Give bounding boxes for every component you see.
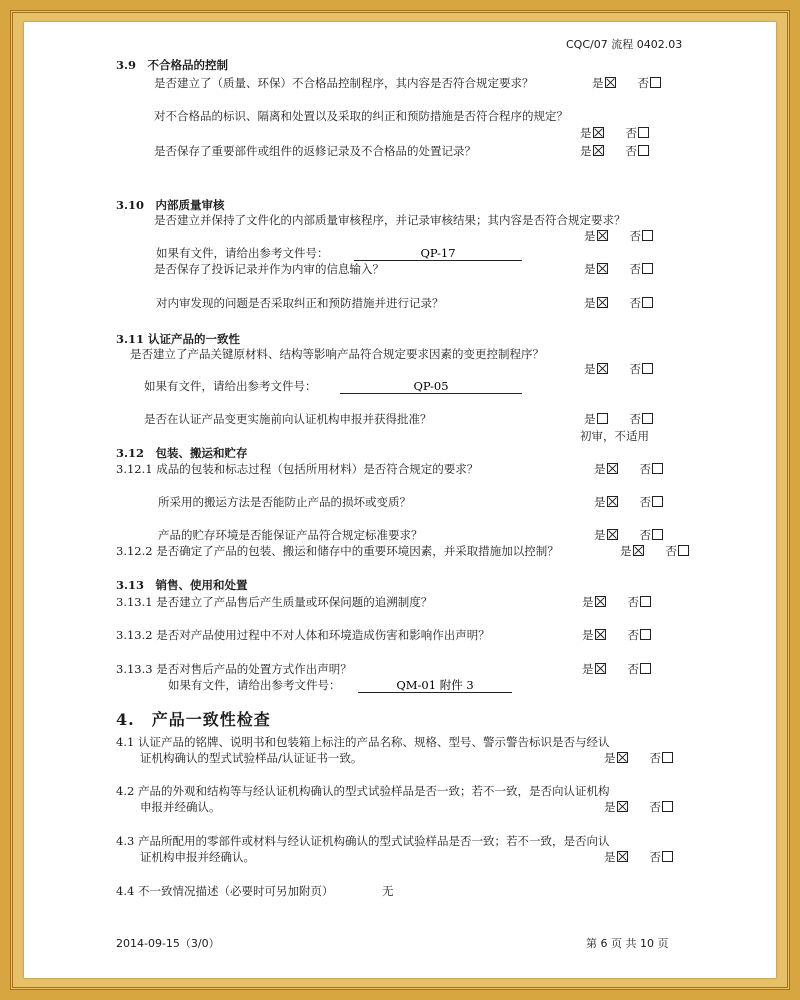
yes-option [584,362,608,376]
yes-option-label: 是 [584,262,596,276]
no-option [650,800,674,814]
yes-option-label: 是 [584,362,596,376]
q-3-13-2: 3.13.2 是否对产品使用过程中不对人体和环境造成伤害和影响作出声明？ [116,628,490,642]
document-page [24,22,776,978]
checked-box-icon [607,496,618,507]
answer-4-3 [604,850,673,864]
checked-box-icon [597,297,608,308]
empty-box-icon [642,297,653,308]
q-4-1-line2: 证机构确认的型式试验样品/认证证书一致。 [140,751,363,765]
q-3-11-1: 是否建立了产品关键原材料、结构等影响产品符合规定要求因素的变更控制程序？ [130,347,544,361]
q-3-10-2: 是否保存了投诉记录并作为内审的信息输入？ [154,262,384,276]
checked-box-icon [595,596,606,607]
no-option [626,144,650,158]
yes-option [594,495,618,509]
no-option-label: 否 [665,544,677,558]
no-option [640,495,664,509]
no-option [650,751,674,765]
doc-code: CQC/07 流程 0402.03 [566,38,683,51]
answer-3-13-3 [582,662,651,676]
yes-option-label: 是 [584,229,596,243]
answer-3-9-3 [580,144,649,158]
q-4-4-label: 4.4 不一致情况描述（必要时可另加附页） [116,884,334,898]
answer-3-10-3 [584,296,653,310]
checked-box-icon [593,127,604,138]
yes-option [620,544,644,558]
yes-option-label: 是 [582,595,594,609]
no-option [630,262,654,276]
checked-box-icon [607,529,618,540]
q-3-9-1: 是否建立了（质量、环保）不合格品控制程序，其内容是否符合规定要求？ [154,76,534,90]
no-option [630,229,654,243]
answer-3-13-1 [582,595,651,609]
checked-box-icon [593,145,604,156]
q-4-1-line1: 4.1 认证产品的铭牌、说明书和包装箱上标注的产品名称、规格、型号、警示警告标识是否与经认 [116,735,610,749]
no-option [638,76,662,90]
checked-box-icon [617,801,628,812]
q-4-2-line1: 4.2 产品的外观和结构等与经认证机构确认的型式试验样品是否一致；若不一致，是否向认证机构 [116,784,610,798]
q-3-12-3: 产品的贮存环境是否能保证产品符合规定标准要求？ [158,528,423,542]
yes-option [594,528,618,542]
no-option-label: 否 [649,751,661,765]
no-option [630,412,654,426]
section-3-13-title: 3.13 销售、使用和处置 [116,578,248,592]
empty-box-icon [650,77,661,88]
yes-option-label: 是 [604,751,616,765]
checked-box-icon [633,545,644,556]
q-3-13-3: 3.13.3 是否对售后产品的处置方式作出声明？ [116,662,352,676]
checked-box-icon [595,663,606,674]
empty-box-icon [662,752,673,763]
yes-option [584,262,608,276]
yes-option [604,800,628,814]
yes-option [580,126,604,140]
answer-3-9-1 [592,76,661,90]
no-option [628,595,652,609]
no-option-label: 否 [627,595,639,609]
no-option-label: 否 [627,662,639,676]
yes-option [584,412,608,426]
checked-box-icon [617,752,628,763]
section-3-9-title: 3.9 不合格品的控制 [116,58,229,72]
no-option-label: 否 [629,412,641,426]
yes-option [582,595,606,609]
no-option-label: 否 [629,229,641,243]
empty-box-icon [640,596,651,607]
checked-box-icon [605,77,616,88]
no-option-label: 否 [625,126,637,140]
ref-value-3-13: QM-01 附件 3 [358,678,512,693]
yes-option [594,462,618,476]
no-option-label: 否 [637,76,649,90]
no-option-label: 否 [629,262,641,276]
section-4-title: 4. 产品一致性检查 [116,710,271,729]
ref-value-3-10: QP-17 [354,246,522,261]
yes-option-label: 是 [580,144,592,158]
yes-option-label: 是 [604,850,616,864]
yes-option [604,850,628,864]
no-option-label: 否 [629,296,641,310]
no-option [628,628,652,642]
no-option-label: 否 [639,528,651,542]
no-option-label: 否 [627,628,639,642]
checked-box-icon [617,851,628,862]
q-3-10-1: 是否建立并保持了文件化的内部质量审核程序，并记录审核结果；其内容是否符合规定要求？ [154,213,626,227]
q-4-3-line1: 4.3 产品所配用的零部件或材料与经认证机构确认的型式试验样品是否一致；若不一致，是否向认 [116,834,610,848]
empty-box-icon [640,663,651,674]
q-3-12-2: 所采用的搬运方法是否能防止产品的损坏或变质？ [158,495,411,509]
yes-option-label: 是 [592,76,604,90]
yes-option-label: 是 [620,544,632,558]
q-3-9-2: 对不合格品的标识、隔离和处置以及采取的纠正和预防措施是否符合程序的规定？ [154,109,568,123]
empty-box-icon [638,127,649,138]
no-option [640,528,664,542]
answer-3-11-1 [584,362,653,376]
yes-option-label: 是 [594,528,606,542]
answer-3-13-2 [582,628,651,642]
no-option-label: 否 [639,462,651,476]
yes-option-label: 是 [594,462,606,476]
ref-label-3-10: 如果有文件，请给出参考文件号： [156,246,329,260]
section-3-11-title: 3.11 认证产品的一致性 [116,332,241,346]
no-option [630,296,654,310]
empty-box-icon [662,851,673,862]
empty-box-icon [662,801,673,812]
footer-page: 第 6 页 共 10 页 [586,937,669,950]
q-3-13-1: 3.13.1 是否建立了产品售后产生质量或环保问题的追溯制度？ [116,595,433,609]
yes-option [604,751,628,765]
empty-box-icon [642,263,653,274]
no-option-label: 否 [625,144,637,158]
checked-box-icon [597,230,608,241]
note-3-11-2: 初审，不适用 [580,429,649,443]
answer-3-12-1 [594,462,663,476]
empty-box-icon [652,529,663,540]
no-option [630,362,654,376]
answer-3-12-3 [594,528,663,542]
yes-option [582,628,606,642]
no-option-label: 否 [639,495,651,509]
no-option-label: 否 [649,850,661,864]
section-3-12-title: 3.12 包装、搬运和贮存 [116,446,248,460]
no-option [640,462,664,476]
no-option [650,850,674,864]
answer-4-1 [604,751,673,765]
answer-3-10-1 [584,229,653,243]
yes-option [592,76,616,90]
empty-box-icon [642,363,653,374]
empty-box-icon [678,545,689,556]
answer-3-11-2 [584,412,653,426]
q-3-10-3: 对内审发现的问题是否采取纠正和预防措施并进行记录？ [156,296,444,310]
checked-box-icon [607,463,618,474]
empty-box-icon [642,230,653,241]
q-3-9-3: 是否保存了重要部件或组件的返修记录及不合格品的处置记录？ [154,144,476,158]
no-option [666,544,690,558]
footer-date: 2014-09-15（3/0） [116,937,220,950]
yes-option [582,662,606,676]
answer-3-12-4 [620,544,689,558]
answer-3-10-2 [584,262,653,276]
ref-label-3-11: 如果有文件，请给出参考文件号： [144,379,317,393]
yes-option-label: 是 [580,126,592,140]
answer-3-9-2 [580,126,649,140]
ref-label-3-13: 如果有文件，请给出参考文件号： [168,678,341,692]
empty-box-icon [652,463,663,474]
no-option [628,662,652,676]
answer-4-2 [604,800,673,814]
yes-option [584,229,608,243]
yes-option-label: 是 [582,628,594,642]
empty-box-icon [640,629,651,640]
q-3-12-4: 3.12.2 是否确定了产品的包装、搬运和储存中的重要环境因素，并采取措施加以控制？ [116,544,559,558]
no-option-label: 否 [649,800,661,814]
q-4-4-value: 无 [382,884,394,898]
no-option-label: 否 [629,362,641,376]
empty-box-icon [638,145,649,156]
checked-box-icon [595,629,606,640]
q-4-2-line2: 申报并经确认。 [140,800,221,814]
yes-option-label: 是 [594,495,606,509]
checked-box-icon [597,263,608,274]
yes-option [584,296,608,310]
yes-option [580,144,604,158]
q-3-12-1: 3.12.1 成品的包装和标志过程（包括所用材料）是否符合规定的要求？ [116,462,479,476]
section-3-10-title: 3.10 内部质量审核 [116,198,225,212]
empty-box-icon [652,496,663,507]
yes-option-label: 是 [582,662,594,676]
q-3-11-2: 是否在认证产品变更实施前向认证机构申报并获得批准？ [144,412,432,426]
yes-option-label: 是 [584,296,596,310]
checked-box-icon [597,363,608,374]
no-option [626,126,650,140]
yes-option-label: 是 [604,800,616,814]
empty-box-icon [597,413,608,424]
ref-value-3-11: QP-05 [340,379,522,394]
answer-3-12-2 [594,495,663,509]
q-4-3-line2: 证机构申报并经确认。 [140,850,255,864]
empty-box-icon [642,413,653,424]
yes-option-label: 是 [584,412,596,426]
